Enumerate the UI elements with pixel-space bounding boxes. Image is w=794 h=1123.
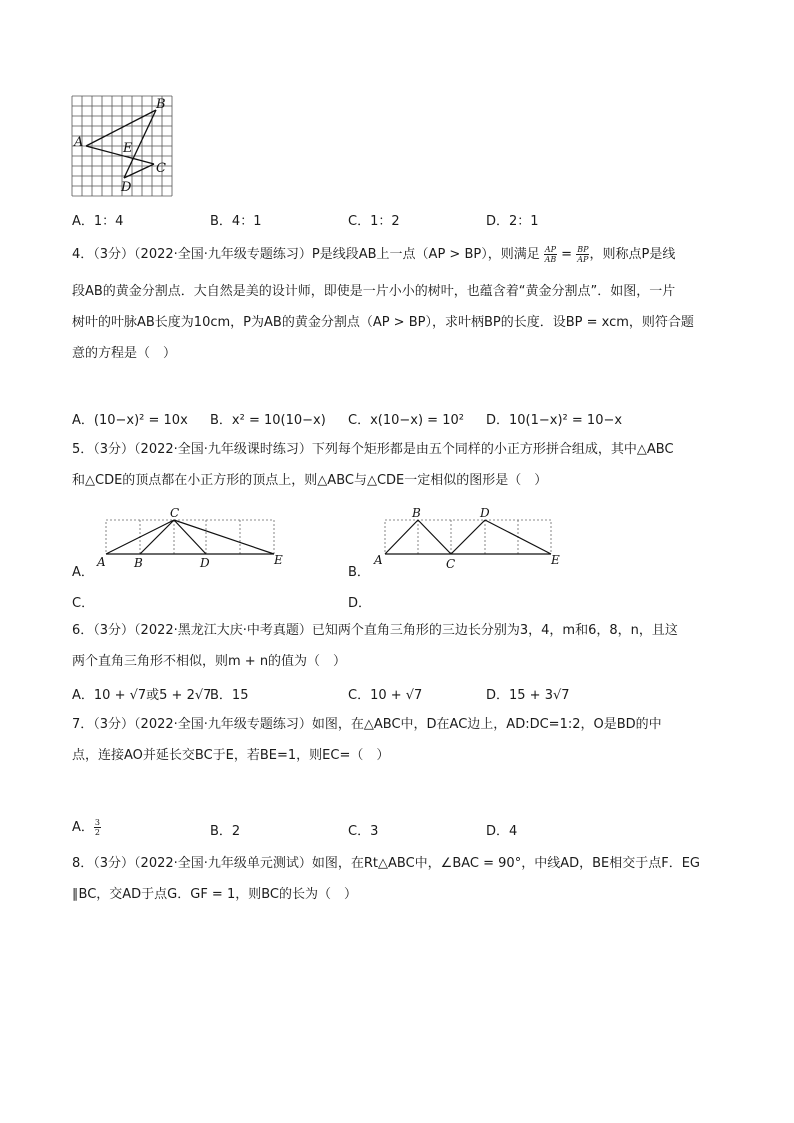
q4-line1b: ，则称点P是线 [589, 247, 676, 262]
grid-figure [68, 92, 180, 198]
q4-line1 [72, 245, 675, 264]
q4-line1a: P是线段AB上一点（AP > BP），则满足 [311, 247, 540, 262]
q5-option-c[interactable]: C． [72, 596, 95, 611]
q7-option-a-den: 2 [94, 828, 100, 837]
label-D: D [121, 180, 132, 195]
q4-frac2 [576, 245, 589, 264]
q6-option-a[interactable]: A．10 + √7或5 + 2√7 [72, 688, 212, 703]
q6-option-d[interactable]: D．15 + 3√7 [486, 688, 570, 703]
q5b-label-C: C [446, 557, 456, 570]
q7-option-d[interactable]: D．4 [486, 824, 518, 839]
q4-option-d[interactable]: D．10(1−x)² = 10−x [486, 413, 623, 428]
q4-frac1 [544, 245, 557, 264]
q3-option-a[interactable]: A．1：4 [72, 214, 124, 229]
q5a-label-C: C [170, 506, 180, 520]
q4-frac1-den: AB [544, 255, 557, 264]
q4-line2: 段AB的黄金分割点．大自然是美的设计师，即使是一片小小的树叶，也蕴含着“黄金分割点”．如图，一片 [72, 284, 676, 299]
q7-option-a-prefix: A． [72, 820, 94, 835]
label-B: B [156, 97, 166, 112]
q6-line2: 两个直角三角形不相似，则m + n的值为（ ） [72, 654, 347, 669]
q3-option-c[interactable]: C．1：2 [348, 214, 400, 229]
q7-option-c[interactable]: C．3 [348, 824, 379, 839]
q5-line2: 和△CDE的顶点都在小正方形的顶点上，则△ABC与△CDE一定相似的图形是（ ） [72, 473, 548, 488]
q5-option-b[interactable]: B． [348, 565, 370, 580]
q4-frac2-num: BP [577, 245, 589, 254]
q4-option-b[interactable]: B．x² = 10(10−x) [210, 413, 326, 428]
q4-line3: 树叶的叶脉AB长度为10cm，P为AB的黄金分割点（AP > BP），求叶柄BP的长度．设BP = xcm，则符合题 [72, 315, 694, 330]
q5-line1: 5．（3分）（2022·全国·九年级课时练习）下列每个矩形都是由五个同样的小正方形拼合组成，其中△ABC [72, 442, 674, 457]
label-A: A [74, 135, 84, 150]
q8-line2: ∥BC，交AD于点G．GF = 1，则BC的长为（ ） [72, 887, 357, 902]
q4-frac1-num: AP [544, 245, 557, 254]
q5a-label-B: B [134, 556, 143, 570]
label-C: C [156, 161, 166, 176]
q3-option-d[interactable]: D．2：1 [486, 214, 539, 229]
q8-line1: 8．（3分）（2022·全国·九年级单元测试）如图，在Rt△ABC中，∠BAC = 90°，中线AD，BE相交于点F．EG [72, 856, 700, 871]
q6-line1: 6．（3分）（2022·黑龙江大庆·中考真题）已知两个直角三角形的三边长分别为3，4，m和6，8，n，且这 [72, 623, 678, 638]
q7-option-b[interactable]: B．2 [210, 824, 241, 839]
q5b-label-E: E [551, 553, 560, 567]
q7-option-a[interactable] [72, 816, 101, 837]
q5-figure-a [94, 504, 294, 570]
q7-option-a-num: 3 [94, 818, 100, 827]
label-E: E [123, 141, 133, 156]
q7-line1: 7．（3分）（2022·全国·九年级专题练习）如图，在△ABC中，D在AC边上，AD:DC=1:2，O是BD的中 [72, 717, 662, 732]
q5b-label-A: A [374, 553, 383, 567]
q7-line2: 点，连接AO并延长交BC于E，若BE=1，则EC=（ ） [72, 748, 390, 763]
q7-option-a-frac [94, 818, 101, 837]
q4-frac2-den: AP [577, 255, 589, 264]
q5-option-a[interactable]: A． [72, 565, 94, 580]
q5b-label-B: B [412, 506, 421, 520]
q4-option-a[interactable]: A．(10−x)² = 10x [72, 413, 188, 428]
q4-option-c[interactable]: C．x(10−x) = 10² [348, 413, 464, 428]
q4-line4: 意的方程是（ ） [72, 346, 177, 361]
q6-option-b[interactable]: B．15 [210, 688, 249, 703]
q5-option-d[interactable]: D． [348, 596, 372, 611]
q4-prefix: 4．（3分）（2022·全国·九年级专题练习） [72, 247, 312, 262]
q5a-label-D: D [200, 556, 210, 570]
q5a-label-E: E [274, 553, 283, 567]
q5b-label-D: D [480, 506, 490, 520]
q6-option-c[interactable]: C．10 + √7 [348, 688, 423, 703]
q3-option-b[interactable]: B．4：1 [210, 214, 262, 229]
q5-figure-b [368, 504, 568, 570]
q4-eq: = [561, 247, 573, 262]
q5a-label-A: A [97, 555, 106, 569]
